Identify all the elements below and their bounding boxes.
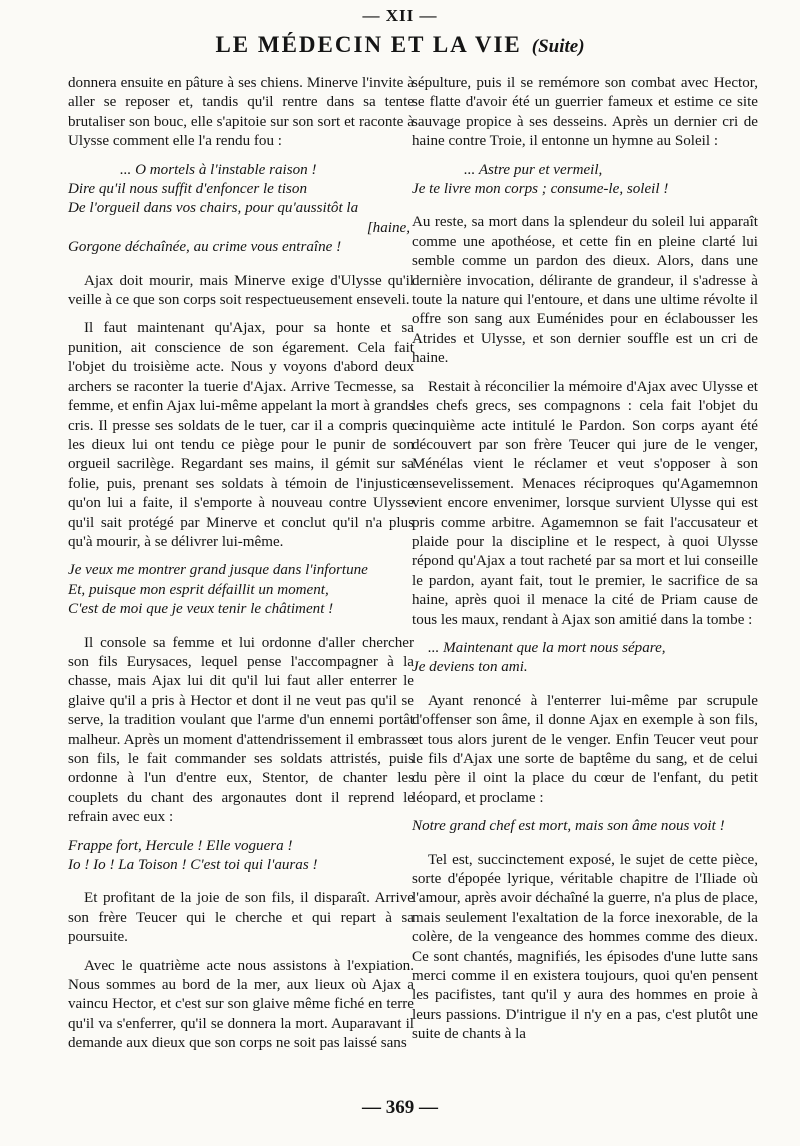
paragraph: Ajax doit mourir, mais Minerve exige d'Ulysse qu'il veille à ce que son corps soit respectueusement enseveli. [68,272,414,309]
verse-quote [68,561,414,619]
verse-line: [haine, [366,219,410,236]
verse-line: ... Astre pur et vermeil, [464,161,603,178]
verse-quote [412,817,758,836]
paragraph: Restait à réconcilier la mémoire d'Ajax avec Ulysse et les chefs grecs, ses compagnons : cela fait l'objet du cinquième acte intitulé le Pardon. Son corps ayant été découvert par son frère Teucer qui jure de le venger, Ménélas vient le réclamer et veut s'opposer à son ensevelissement. Menaces réciproques qu'Agamemnon vient encore envenimer, lorsque survient Ulysse qui est pris comme arbitre. Agamemnon se fait l'accusateur et plaide pour la discipline et le respect, à quoi Ulysse répond qu'Ajax a tout racheté par sa mort et lui conseille le pardon, ayant fait, tout le premier, le sacrifice de sa haine, après quoi il menace la cité de Priam cause de tous les maux, rendant à Ajax son amitié dans la tombe : [412,378,758,628]
verse-line: Je veux me montrer grand jusque dans l'infortune [68,562,368,579]
verse-line: Et, puisque mon esprit défaillit un moment, [68,581,329,598]
paragraph: Ayant renoncé à l'enterrer lui-même par scrupule d'offenser son âme, il donne Ajax en exemple à son fils, et tous alors jurent de le venger. Enfin Teucer veut pour le fils d'Ajax une sorte de baptême du sang, et de celui du père il oint la place du cœur de l'enfant, du petit léopard, et proclame : [412,692,758,806]
verse-quote [68,161,414,258]
left-column [68,74,414,1063]
verse-line: Dire qu'il nous suffit d'enfoncer le tison [68,181,307,198]
verse-line: ... O mortels à l'instable raison ! [120,161,317,178]
verse-quote [412,639,758,678]
verse-line: Notre grand chef est mort, mais son âme nous voit ! [412,818,725,835]
paragraph: sépulture, puis il se remémore son combat avec Hector, se flatte d'avoir été un guerrier fameux et estime ce site sauvage propice à ses desseins. Après un dernier cri de haine contre Troie, il entonne un hymne au Soleil : [412,75,758,150]
page-number-top: — XII — [362,6,438,25]
verse-line: Je te livre mon corps ; consume-le, soleil ! [412,181,669,198]
paragraph: Et profitant de la joie de son fils, il disparaît. Arrive son frère Teucer qui le cherche et qui repart à sa poursuite. [68,890,414,946]
page-number-footer: — 369 — [362,1097,438,1118]
verse-line: Gorgone déchaînée, au crime vous entraîne ! [68,239,342,256]
running-header [0,32,800,58]
header-title: LE MÉDECIN ET LA VIE [215,32,522,57]
paragraph: Il faut maintenant qu'Ajax, pour sa honte et sa punition, ait conscience de son égarement. Cela fait l'objet du troisième acte. Nous y voyons d'abord deux archers se raconter la tuerie d'Ajax. Arrive Tecmesse, sa femme, et enfin Ajax lui-même appelant la mort à grands cris. Il presse ses soldats de le tuer, car il a compris que les dieux lui ont tendu ce piège pour le punir de son orgueil sacrilège. Regardant ses mains, il gémit sur sa folie, puis, prenant ses soldats à témoin de l'injustice qu'on lui a faite, il s'emporte à nouveau contre Ulysse qu'il sait protégé par Minerve et conclut qu'il n'a plus qu'à mourir, à se délivrer lui-même. [68,320,414,550]
verse-quote [412,161,758,200]
verse-quote [68,837,414,876]
paragraph: Avec le quatrième acte nous assistons à l'expiation. Nous sommes au bord de la mer, aux lieux où Ajax a vaincu Hector, et c'est sur son glaive même fiché en terre qu'il va s'enferrer, qu'il se donnera la mort. Auparavant il demande aux dieux que son corps ne soit pas laissé sans [68,957,414,1052]
paragraph: donnera ensuite en pâture à ses chiens. Minerve l'invite à aller se reposer et, tandis qu'il rentre dans sa tente brutaliser son bouc, elle s'apitoie sur son sort et raconte à Ulysse comment elle l'a rendu fou : [68,75,414,150]
verse-line: C'est de moi que je veux tenir le châtiment ! [68,601,334,618]
verse-line: Io ! Io ! La Toison ! C'est toi qui l'auras ! [68,857,318,874]
right-column [412,74,758,1054]
paragraph: Au reste, sa mort dans la splendeur du soleil lui apparaît comme une apothéose, et cette fin en pleine clarté lui semble comme un pardon des dieux. Alors, dans une dernière invocation, délirante de grandeur, il s'adresse à toute la nature qui l'entoure, et dans une ultime révolte il offre son sang aux Euménides pour en éclabousser les Atrides et Ulysse, et son dernier souffle est un cri de haine. [412,214,758,367]
verse-line: Frappe fort, Hercule ! Elle voguera ! [68,837,293,854]
header-suite: (Suite) [531,36,585,57]
paragraph: Il console sa femme et lui ordonne d'aller chercher son fils Eurysaces, lequel pense l'accompagner à la chasse, mais Ajax lui dit qu'il lui faut aller enterrer le glaive qu'il a pris à Hector et dont il ne veut pas qu'il se serve, la tradition voulant que l'arme d'un ennemi portât malheur. Après un moment d'attendrissement il embrasse son fils, le fait commander ses soldats attristés, puis ordonne à l'un d'entre eux, Stentor, de chanter les couplets du chant des argonautes dont il reprend le refrain avec eux : [68,634,414,826]
paragraph: Tel est, succinctement exposé, le sujet de cette pièce, sorte d'épopée lyrique, véritable chapitre de l'Iliade où l'amour, après avoir déchaîné la guerre, n'a plus de place, mais seulement l'exaltation de la force inexorable, de la colère, de la vengeance des hommes comme des dieux. Ce sont chantés, magnifiés, les épisodes d'une lutte sans merci comme il en existera toujours, quoi qu'en pensent les pacifistes, tant qu'il y aura des hommes en proie à leurs passions. D'intrigue il n'y en a pas, c'est plutôt une suite de chants à la [412,851,758,1043]
verse-line: De l'orgueil dans vos chairs, pour qu'aussitôt la [68,200,359,217]
verse-line: ... Maintenant que la mort nous sépare, [428,639,666,656]
verse-line: Je deviens ton ami. [412,659,528,676]
